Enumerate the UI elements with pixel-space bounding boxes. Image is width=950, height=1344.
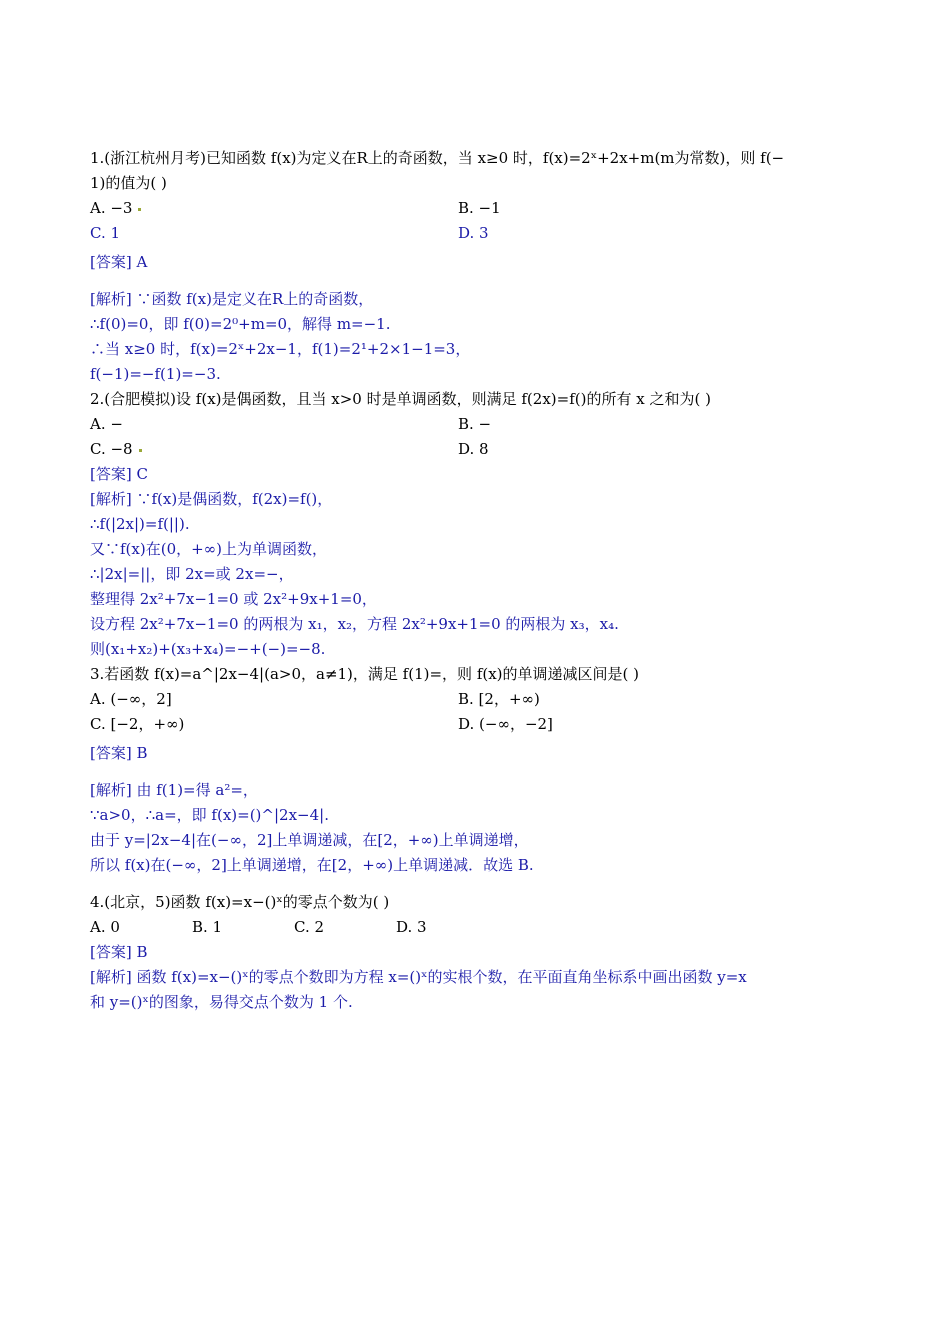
q2-analysis-line: ∴|2x|=||，即 2x=或 2x=−，: [90, 565, 294, 583]
q2-answer: [答案] C: [90, 465, 148, 483]
q1-options-row1: [90, 196, 870, 221]
q1-answer: [答案] A: [90, 253, 148, 271]
q3-answer: [答案] B: [90, 744, 148, 762]
q4-option-a: A. 0: [90, 918, 120, 936]
q2-analysis-line: 设方程 2x²+7x−1=0 的两根为 x₁，x₂，方程 2x²+9x+1=0 的两根为 x₃，x₄.: [90, 615, 619, 633]
q3-option-a: A. (−∞，2]: [90, 690, 172, 708]
q3-analysis-line: [解析] 由 f(1)=得 a²=，: [90, 781, 258, 799]
q2-analysis-line: 整理得 2x²+7x−1=0 或 2x²+9x+1=0，: [90, 590, 377, 608]
q2-options-row2: [90, 437, 870, 462]
q3-option-d: D. (−∞，−2]: [458, 715, 553, 733]
q2-analysis-line: 则(x₁+x₂)+(x₃+x₄)=−+(−)=−8.: [90, 640, 326, 658]
q1-option-a: A. −3: [90, 199, 133, 217]
q2-stem-line1: 2.(合肥模拟)设 f(x)是偶函数，且当 x>0 时是单调函数，则满足 f(2x)=f()的所有 x 之和为( ): [90, 390, 711, 408]
q4-option-b: B. 1: [192, 918, 223, 936]
q2-option-a: A. −: [90, 415, 123, 433]
q3-analysis-line: 所以 f(x)在(−∞，2]上单调递增，在[2，+∞)上单调递减．故选 B.: [90, 856, 534, 874]
q3-options-row1: [90, 687, 870, 712]
q2-analysis-line: [解析] ∵f(x)是偶函数，f(2x)=f()，: [90, 490, 333, 508]
q4-stem-line1: 4.(北京，5)函数 f(x)=x−()ˣ的零点个数为( ): [90, 893, 390, 911]
q2-option-b: B. −: [458, 415, 492, 433]
q1-stem-line2: 1)的值为( ): [90, 174, 167, 192]
q1-option-d: D. 3: [458, 224, 489, 242]
q3-analysis-line: ∵a>0，∴a=，即 f(x)=()^|2x−4|.: [90, 806, 329, 824]
q4-option-c: C. 2: [294, 918, 325, 936]
document-page: [90, 146, 870, 1015]
q1-stem-line1: 1.(浙江杭州月考)已知函数 f(x)为定义在R上的奇函数，当 x≥0 时，f(x)=2ˣ+2x+m(m为常数)，则 f(−: [90, 149, 785, 167]
q1-analysis-line: [解析] ∵函数 f(x)是定义在R上的奇函数，: [90, 290, 374, 308]
q3-stem-line1: 3.若函数 f(x)=a^|2x−4|(a>0，a≠1)，满足 f(1)=，则 f(x)的单调递减区间是( ): [90, 665, 640, 683]
q2-option-d: D. 8: [458, 440, 489, 458]
q3-analysis-line: 由于 y=|2x−4|在(−∞，2]上单调递减，在[2，+∞)上单调递增，: [90, 831, 529, 849]
marker-dot: [139, 449, 142, 452]
q1-analysis-line: ∴当 x≥0 时，f(x)=2ˣ+2x−1，f(1)=2¹+2×1−1=3，: [90, 340, 471, 358]
q4-analysis-line: [解析] 函数 f(x)=x−()ˣ的零点个数即为方程 x=()ˣ的实根个数，在平面直角坐标系中画出函数 y=x: [90, 968, 747, 986]
q2-option-c: C. −8: [90, 440, 133, 458]
marker-dot: [138, 208, 141, 211]
q3-options-row2: [90, 712, 870, 737]
q2-options-row1: [90, 412, 870, 437]
q2-analysis-line: ∴f(|2x|)=f(||).: [90, 515, 190, 533]
q1-options-row2: [90, 221, 870, 246]
q1-option-b: B. −1: [458, 199, 501, 217]
q1-option-c: C. 1: [90, 224, 121, 242]
q3-option-c: C. [−2，+∞): [90, 715, 185, 733]
q2-analysis-line: 又∵f(x)在(0，+∞)上为单调函数，: [90, 540, 328, 558]
q4-answer: [答案] B: [90, 943, 148, 961]
q1-analysis-line: ∴f(0)=0，即 f(0)=2⁰+m=0，解得 m=−1.: [90, 315, 391, 333]
q4-analysis-line: 和 y=()ˣ的图象，易得交点个数为 1 个.: [90, 993, 353, 1011]
q3-option-b: B. [2，+∞): [458, 690, 540, 708]
q4-option-d: D. 3: [396, 918, 427, 936]
q4-options-row: [90, 915, 870, 940]
q1-analysis-line: f(−1)=−f(1)=−3.: [90, 365, 221, 383]
